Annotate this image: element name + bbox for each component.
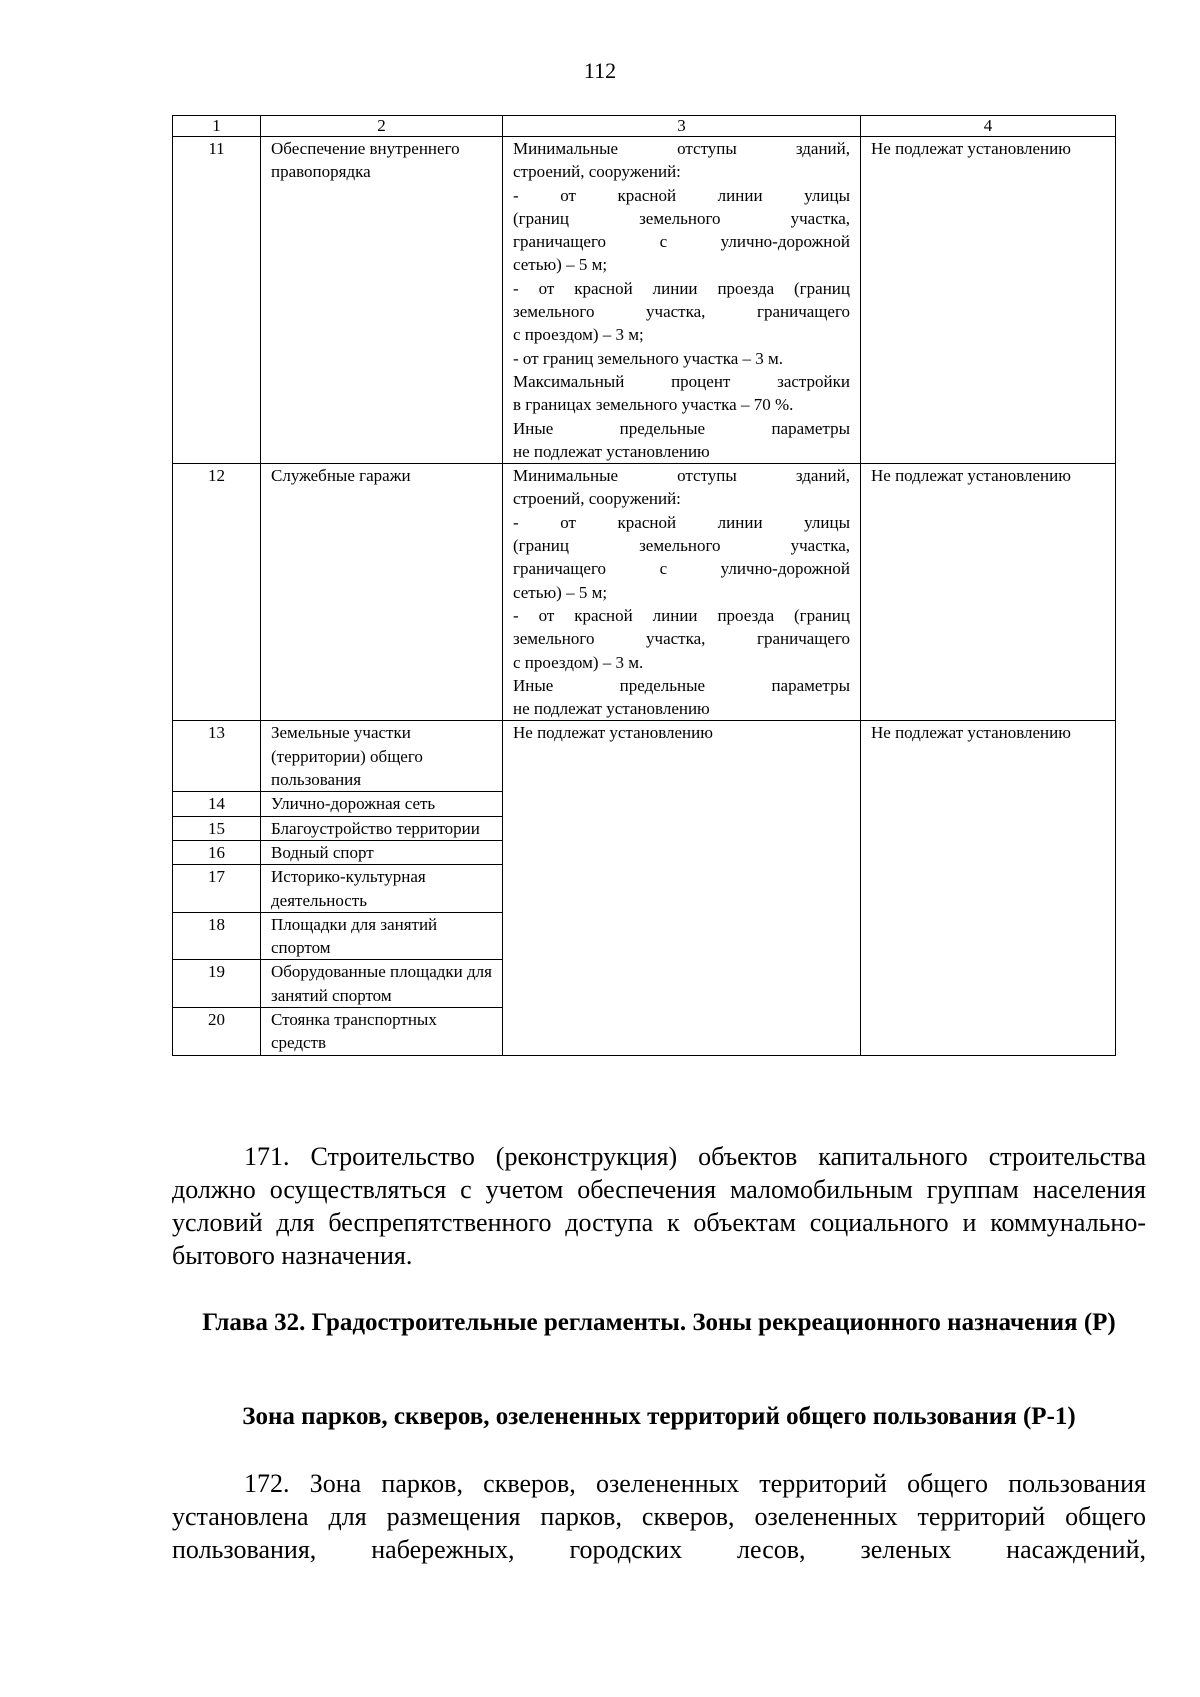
row-number: 17 [173,865,261,913]
row-number: 18 [173,912,261,960]
land-use-type: Служебные гаражи [261,464,503,721]
limits-cell: Не подлежат установлению [861,464,1116,721]
row-number: 15 [173,816,261,840]
parameter-line: - от красной линии улицы [513,512,850,532]
parameter-line: - от красной линии проезда (границ [513,278,850,298]
parameter-line: Максимальный процент застройки [513,371,850,391]
parameter-line: граничащего с улично-дорожной [513,232,850,252]
parameter-line: земельного участка, граничащего [513,302,850,322]
row-number: 12 [173,464,261,721]
limits-cell: Не подлежат установлению [861,721,1116,1055]
paragraph-171 [172,1140,1146,1272]
column-number-3: 3 [503,116,861,137]
land-use-type: Площадки для занятий спортом [261,912,503,960]
parameter-line: Иные предельные параметры [513,418,850,438]
land-use-type: Оборудованные площадки для занятий спортом [261,960,503,1008]
paragraph-172 [172,1467,1146,1566]
land-use-type: Историко-культурная деятельность [261,865,503,913]
row-number: 20 [173,1007,261,1055]
row-number: 11 [173,137,261,464]
parameter-line: строений, сооружений: [513,162,681,182]
column-number-2: 2 [261,116,503,137]
limits-cell: Не подлежат установлению [861,137,1116,464]
row-number: 13 [173,721,261,792]
paragraph-172-text: 172. Зона парков, скверов, озелененных территорий общего пользования установлена для размещения парков, скверов, озелененных территорий общего пользования, набережных, городских лесов, зеленых насаждений, [172,1469,1146,1564]
parameter-line: не подлежат установлению [513,441,710,461]
parameter-line: с проездом) – 3 м. [513,652,644,672]
parameter-line: - от красной линии проезда (границ [513,605,850,625]
parameters-cell [503,137,861,464]
land-use-type: Земельные участки (территории) общего пользования [261,721,503,792]
land-use-type: Благоустройство территории [261,816,503,840]
table-header-row [173,116,1116,137]
row-number: 16 [173,840,261,864]
parameter-line: строений, сооружений: [513,489,681,509]
parameter-line: (границ земельного участка, [513,536,850,556]
parameters-cell: Не подлежат установлению [503,721,861,1055]
parameter-line: - от красной линии улицы [513,185,850,205]
parameter-line: Минимальные отступы зданий, [513,466,850,486]
parameter-line: граничащего с улично-дорожной [513,559,850,579]
page-number: 112 [583,58,617,83]
table-row [173,464,1116,721]
row-number: 14 [173,792,261,816]
zone-heading: Зона парков, скверов, озелененных территорий общего пользования (Р-1) [242,1403,1076,1430]
parameter-line: (границ земельного участка, [513,208,850,228]
parameter-line: Иные предельные параметры [513,675,850,695]
column-number-4: 4 [861,116,1116,137]
parameter-line: сетью) – 5 м; [513,255,608,275]
table-row [173,137,1116,464]
table-row [173,721,1116,792]
land-use-type: Обеспечение внутреннего правопорядка [261,137,503,464]
column-number-1: 1 [173,116,261,137]
land-use-type: Стоянка транспортных средств [261,1007,503,1055]
parameter-line: не подлежат установлению [513,699,710,719]
row-number: 19 [173,960,261,1008]
land-use-type: Водный спорт [261,840,503,864]
regulations-table [172,115,1116,1056]
parameter-line: Минимальные отступы зданий, [513,139,850,158]
parameter-line: земельного участка, граничащего [513,629,850,649]
paragraph-171-text: 171. Строительство (реконструкция) объектов капитального строительства должно осуществляться с учетом обеспечения маломобильным группам населения условий для беспрепятственного доступа к объектам социального и коммунально-бытового назначения. [172,1142,1146,1270]
parameter-line: с проездом) – 3 м; [513,325,644,345]
parameter-line: сетью) – 5 м; [513,582,608,602]
parameter-line: - от границ земельного участка – 3 м. [513,348,783,368]
parameters-cell [503,464,861,721]
parameter-line: в границах земельного участка – 70 %. [513,395,794,415]
chapter-heading: Глава 32. Градостроительные регламенты. Зоны рекреационного назначения (Р) [202,1309,1116,1336]
land-use-type: Улично-дорожная сеть [261,792,503,816]
